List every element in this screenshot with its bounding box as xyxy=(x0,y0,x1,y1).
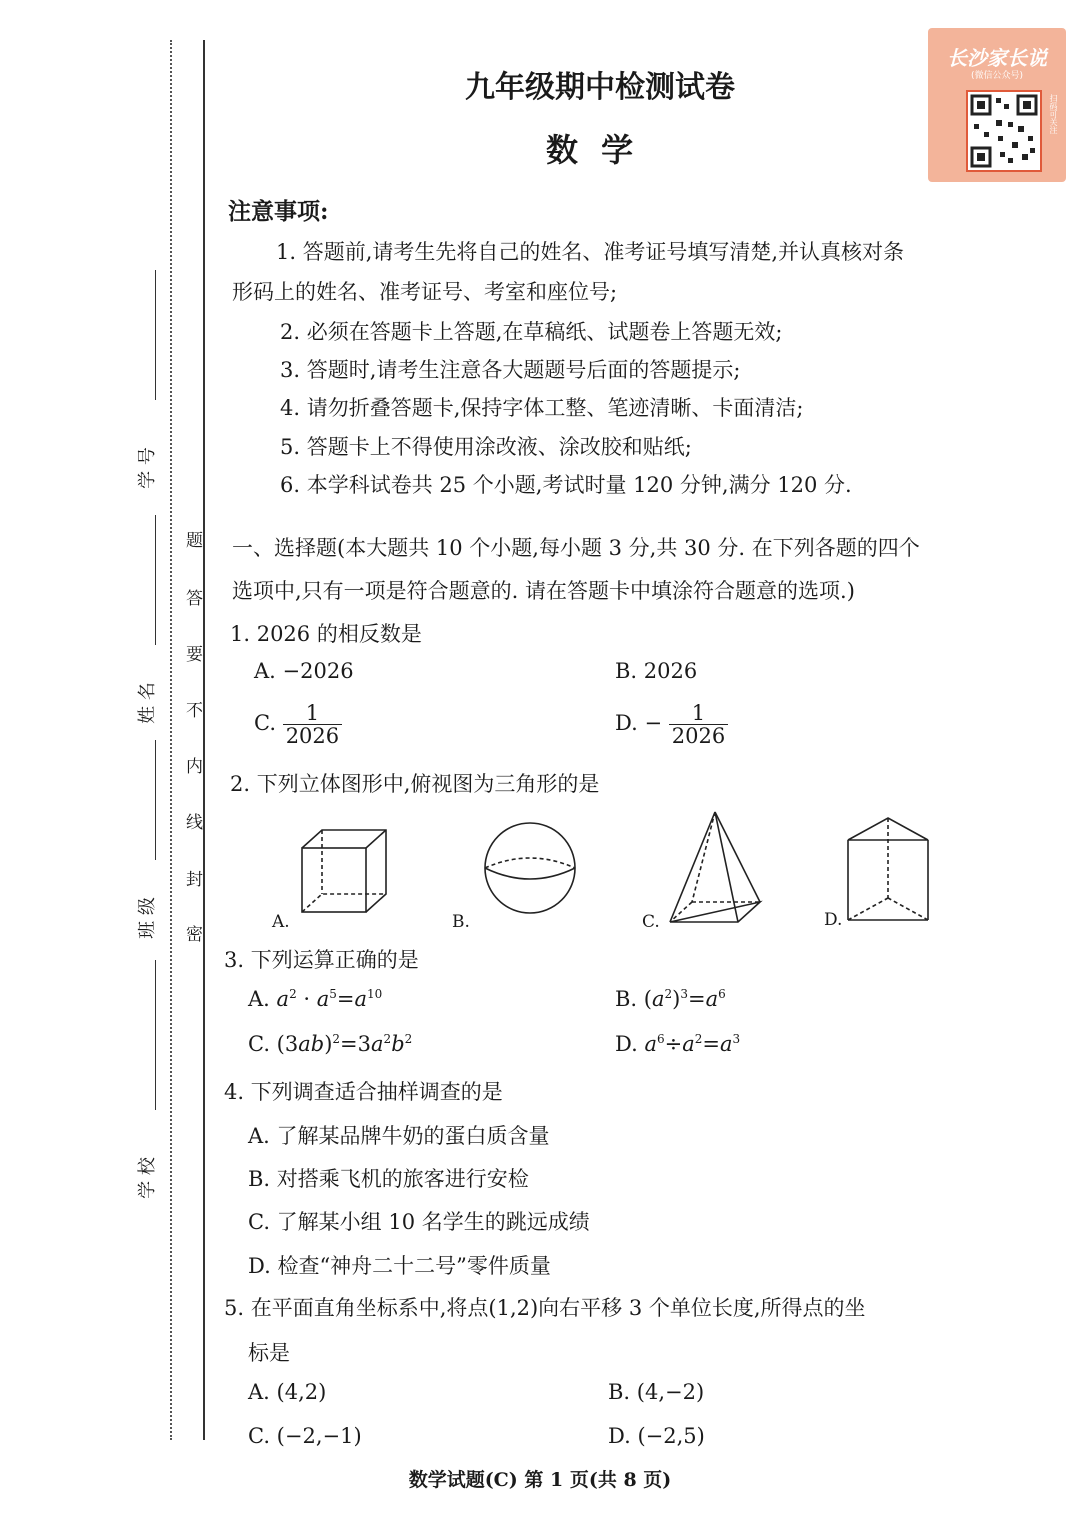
notice-heading: 注意事项: xyxy=(228,198,329,225)
q5-stem-line2: 标是 xyxy=(248,1341,290,1365)
sphere-figure xyxy=(485,823,575,913)
q2-stem: 2. 下列立体图形中,俯视图为三角形的是 xyxy=(230,772,600,796)
q1-c-fraction xyxy=(283,702,342,747)
q4-stem: 4. 下列调查适合抽样调查的是 xyxy=(224,1080,503,1104)
q5-stem-line1: 5. 在平面直角坐标系中,将点(1,2)向右平移 3 个单位长度,所得点的坐 xyxy=(224,1296,866,1320)
q3-option-d: D. $a^6\div a^2=a^3$ xyxy=(615,1032,741,1056)
class-label: 班 级 xyxy=(136,897,158,939)
q3-stem: 3. 下列运算正确的是 xyxy=(224,948,419,972)
q1-option-b: B. 2026 xyxy=(615,659,698,683)
q1-d-label: D. − xyxy=(615,711,663,736)
student-no-line xyxy=(155,270,156,400)
section1-line1: 一、选择题(本大题共 10 个小题,每小题 3 分,共 30 分. 在下列各题的四个 xyxy=(232,536,920,560)
subject-title: 数 学 xyxy=(546,131,640,169)
binding-dotted-line xyxy=(170,40,172,1440)
q1-stem: 1. 2026 的相反数是 xyxy=(230,622,422,646)
notice-item: 2. 必须在答题卡上答题,在草稿纸、试题卷上答题无效; xyxy=(280,320,783,344)
pyramid-figure xyxy=(670,812,760,922)
q4-option-c: C. 了解某小组 10 名学生的跳远成绩 xyxy=(248,1210,590,1234)
q5-option-b: B. (4,−2) xyxy=(608,1380,705,1404)
q3-option-b: B. $(a^2)^3=a^6$ xyxy=(615,987,726,1011)
logo-sub: (微信公众号) xyxy=(970,71,1024,81)
class-line xyxy=(155,740,156,860)
logo-brand: 长沙家长说 xyxy=(947,46,1047,70)
seal-char: 密 xyxy=(186,925,203,945)
seal-char: 封 xyxy=(186,870,203,890)
q2-solids-figure xyxy=(260,810,1000,940)
q1-c-den: 2026 xyxy=(285,724,340,749)
q4-option-d: D. 检查“神舟二十二号”零件质量 xyxy=(248,1254,551,1278)
binding-solid-line xyxy=(203,40,205,1440)
q4-option-a: A. 了解某品牌牛奶的蛋白质含量 xyxy=(248,1124,550,1148)
q3-option-a: A. $a^2 \cdot a^5=a^{10}$ xyxy=(248,987,383,1011)
q5-option-d: D. (−2,5) xyxy=(608,1424,705,1448)
notice-item: 3. 答题时,请考生注意各大题题号后面的答题提示; xyxy=(280,358,741,382)
seal-char: 题 xyxy=(186,531,203,551)
seal-char: 答 xyxy=(186,589,203,609)
name-line xyxy=(155,515,156,645)
q3-c-label: C. xyxy=(248,1032,270,1056)
q1-d-den: 2026 xyxy=(671,724,726,749)
exam-title: 九年级期中检测试卷 xyxy=(465,70,735,105)
q4-option-b: B. 对搭乘飞机的旅客进行安检 xyxy=(248,1167,529,1191)
q2-label-c: C. xyxy=(642,912,660,932)
seal-char: 不 xyxy=(186,701,203,721)
q1-option-d xyxy=(615,702,728,747)
cube-figure xyxy=(302,830,386,912)
notice-item: 1. 答题前,请考生先将自己的姓名、准考证号填写清楚,并认真核对条 xyxy=(276,240,905,264)
school-label: 学 校 xyxy=(136,1157,158,1199)
q1-c-num: 1 xyxy=(283,702,342,725)
q1-option-c xyxy=(254,702,342,747)
q2-label-b: B. xyxy=(452,912,470,932)
q1-c-label: C. xyxy=(254,711,276,736)
notice-item: 5. 答题卡上不得使用涂改液、涂改胶和贴纸; xyxy=(280,435,692,459)
prism-figure xyxy=(848,818,928,920)
q3-b-label: B. xyxy=(615,987,638,1011)
q3-option-c: C. $(3ab)^2=3a^2b^2$ xyxy=(248,1032,413,1056)
q2-label-a: A. xyxy=(272,912,290,932)
notice-item: 4. 请勿折叠答题卡,保持字体工整、笔迹清晰、卡面清洁; xyxy=(280,396,804,420)
logo-side-text: 扫码可关注 xyxy=(1049,94,1058,134)
student-no-label: 学 号 xyxy=(136,447,158,489)
seal-char: 要 xyxy=(186,645,203,665)
notice-item: 6. 本学科试卷共 25 个小题,考试时量 120 分钟,满分 120 分. xyxy=(280,473,852,497)
q5-option-a: A. (4,2) xyxy=(248,1380,327,1404)
name-label: 姓 名 xyxy=(136,682,158,724)
q5-option-c: C. (−2,−1) xyxy=(248,1424,362,1448)
q1-d-num: 1 xyxy=(669,702,728,725)
q3-d-label: D. xyxy=(615,1032,638,1056)
page-footer: 数学试题(C) 第 1 页(共 8 页) xyxy=(408,1469,672,1491)
q3-a-label: A. xyxy=(248,987,270,1011)
notice-item: 形码上的姓名、准考证号、考室和座位号; xyxy=(232,280,618,304)
school-line xyxy=(155,960,156,1110)
q2-label-d: D. xyxy=(824,910,843,930)
seal-char: 线 xyxy=(186,813,203,833)
section1-line2: 选项中,只有一项是符合题意的. 请在答题卡中填涂符合题意的选项.) xyxy=(232,579,855,603)
q1-option-a: A. −2026 xyxy=(254,659,354,683)
seal-char: 内 xyxy=(186,757,203,777)
q1-d-fraction xyxy=(669,702,728,747)
